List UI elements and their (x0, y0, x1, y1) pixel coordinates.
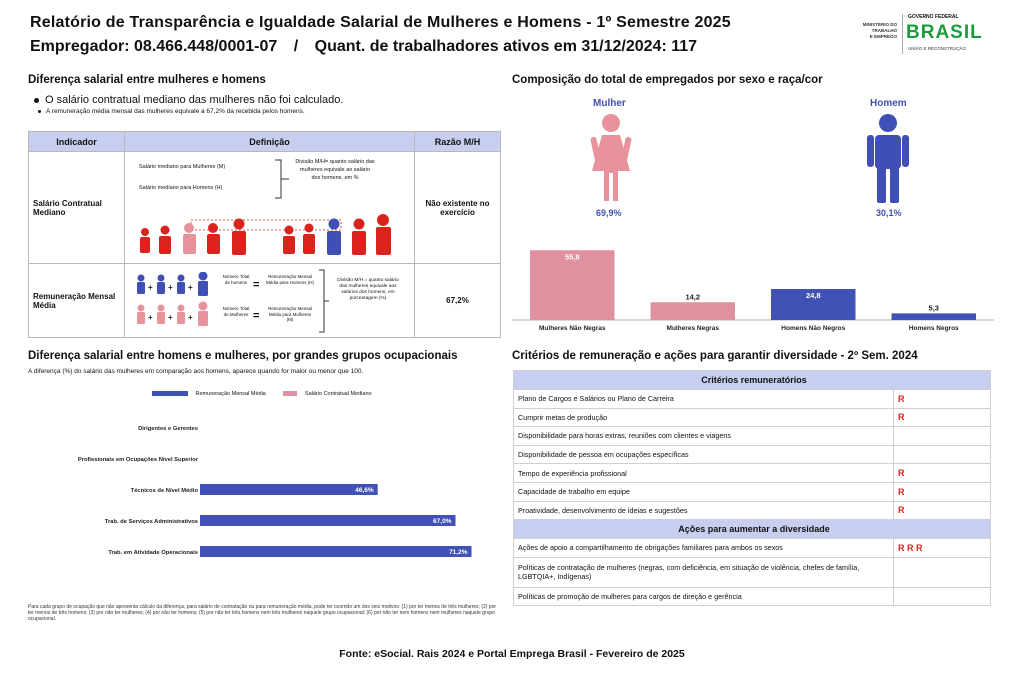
occ-category-label: Dirigentes e Gerentes (138, 426, 198, 432)
diversity-row (514, 539, 991, 558)
svg-text:+: + (148, 313, 153, 322)
criteria-mark: R (894, 390, 991, 409)
diversity-label: Políticas de contratação de mulheres (negras, com deficiência, em situação de violência, chefes de família, LGBTQIA+, Indígenas) (514, 557, 894, 587)
criteria-mark: R (894, 501, 991, 520)
occ-category-label: Técnicos de Nível Médio (130, 488, 198, 494)
def-explain-2: Divisão M/H = quanto salário das mulheres equivale aos salários dos homens, em porcentagem (%) (337, 278, 399, 301)
criteria-mark (894, 445, 991, 464)
diversity-mark (894, 557, 991, 587)
women-pct: 69,9% (596, 208, 622, 218)
salary-gap-title: Diferença salarial entre mulheres e homens (28, 74, 266, 86)
ministry-line3: E EMPREGO (869, 34, 897, 39)
svg-text:+: + (188, 283, 193, 292)
legend-avg: Remuneração Mensal Média (195, 391, 266, 397)
comp-bar (892, 313, 977, 320)
criteria-row (514, 408, 991, 427)
criteria-mark (894, 427, 991, 446)
worker-count: Quant. de trabalhadores ativos em 31/12/2024: 117 (314, 38, 698, 55)
diversity-row (514, 587, 991, 606)
men-label: Homem (870, 98, 907, 109)
ministry-line1: MINISTÉRIO DO (862, 22, 897, 27)
svg-text:+: + (188, 313, 193, 322)
criteria-label: Proatividade, desenvolvimento de ideias e sugestões (514, 501, 894, 520)
brace-icon (273, 158, 293, 200)
diversity-mark (894, 587, 991, 606)
men-count-label: Número Total de homens (222, 274, 250, 285)
ratio-median: Não existente no exercício (415, 152, 501, 264)
women-count-label: Número Total de Mulheres (222, 306, 250, 317)
row-label-median: Salário Contratual Mediano (29, 152, 125, 264)
criteria-mark: R (894, 408, 991, 427)
indicator-table (28, 131, 501, 338)
slogan: UNIÃO E RECONSTRUÇÃO (908, 46, 967, 51)
composition-title: Composição do total de empregados por sexo e raça/cor (512, 74, 823, 86)
diversity-mark: R R R (894, 539, 991, 558)
occ-category-label: Trab. em Atividade Operacionais (108, 550, 198, 556)
criteria-mark: R (894, 464, 991, 483)
row-label-average: Remuneração Mensal Média (29, 264, 125, 338)
women-label: Mulher (593, 98, 626, 109)
legend-median: Salário Contratual Mediano (304, 391, 372, 397)
comp-bar (651, 302, 736, 320)
header-ratio: Razão M/H (415, 132, 501, 152)
occ-value-label: 46,6% (355, 487, 374, 494)
men-avg-label: Remuneração Mensal Média para Homens (H) (265, 274, 315, 285)
criteria-row (514, 390, 991, 409)
comp-category-label: Mulheres Não Negras (539, 325, 606, 332)
criteria-label: Capacidade de trabalho em equipe (514, 482, 894, 501)
definition-median (125, 152, 415, 264)
occ-bar (200, 484, 378, 495)
criteria-label: Disponibilidade de pessoa em ocupações específicas (514, 445, 894, 464)
header-indicator: Indicador (29, 132, 125, 152)
svg-text:+: + (168, 283, 173, 292)
ministry-line2: TRABALHO (871, 28, 897, 33)
occ-category-label: Profissionais em Ocupações Nível Superior (77, 457, 198, 463)
gov-label: GOVERNO FEDERAL (908, 14, 959, 20)
criteria-label: Tempo de experiência profissional (514, 464, 894, 483)
brasil-wordmark: BRASIL (906, 22, 983, 43)
brace-icon-2 (317, 268, 331, 334)
definition-average (125, 264, 415, 338)
occ-bar (200, 515, 455, 526)
woman-icon (588, 113, 634, 203)
employer-id: Empregador: 08.466.448/0001-07 (30, 38, 278, 55)
svg-text:+: + (148, 283, 153, 292)
equals-icon-2: = (253, 310, 260, 322)
occ-value-label: 71,2% (449, 549, 468, 556)
diversity-label: Ações de apoio a compartilhamento de obrigações familiares para ambos os sexos (514, 539, 894, 558)
occupation-subtitle: A diferença (%) do salário das mulheres em comparação aos homens, aparece quando for maior ou menor que 100. (28, 368, 364, 375)
separator: / (293, 38, 299, 55)
men-sum-icons (133, 272, 213, 330)
diversity-row (514, 557, 991, 587)
def-women: Salário mediano para Mulheres (M) (139, 164, 226, 170)
source-footer: Fonte: eSocial. Rais 2024 e Portal Emprega Brasil - Fevereiro de 2025 (339, 648, 685, 660)
criteria-mark: R (894, 482, 991, 501)
men-pct: 30,1% (876, 208, 902, 218)
comp-value-label: 5,3 (928, 303, 939, 313)
criteria-row (514, 464, 991, 483)
occupation-bar-chart (28, 410, 500, 574)
equals-icon: = (253, 279, 260, 291)
comp-category-label: Homens Negros (908, 325, 959, 332)
criteria-label: Cumprir metas de produção (514, 408, 894, 427)
header-definition: Definição (125, 132, 415, 152)
government-logo (842, 14, 994, 54)
report-title: Relatório de Transparência e Igualdade Salarial de Mulheres e Homens - 1º Semestre 2025 (30, 14, 731, 31)
composition-bar-chart (512, 232, 994, 336)
diversity-header: Ações para aumentar a diversidade (514, 520, 991, 539)
comp-value-label: 14,2 (685, 292, 701, 302)
comp-value-label: 55,8 (564, 252, 580, 262)
legend-swatch-median (283, 391, 297, 396)
man-icon (865, 113, 911, 203)
diversity-label: Políticas de promoção de mulheres para cargos de direção e gerência (514, 587, 894, 606)
svg-text:+: + (168, 313, 173, 322)
women-avg-label: Remuneração Mensal Média para Mulheres (M) (267, 306, 313, 322)
occupation-title: Diferença salarial entre homens e mulheres, por grandes grupos ocupacionais (28, 350, 458, 362)
people-figures (131, 210, 411, 262)
criteria-row (514, 482, 991, 501)
criteria-table (513, 370, 991, 606)
criteria-row (514, 427, 991, 446)
criteria-label: Disponibilidade para horas extras, reuniões com clientes e viagens (514, 427, 894, 446)
def-explain: Divisão M/H= quanto salário das mulheres equivale ao salário dos homens, em % (295, 159, 375, 181)
legend-swatch-avg (152, 391, 188, 396)
employer-line (30, 38, 697, 56)
footnote: Para cada grupo de ocupação que não apresenta cálculo da diferença, para salário de contratação ou para remuneração média, pode ter ocorrido um dos seis motivos: (1) por ter menos de três mulheres; (2) por ter menos de três homens; (3) por não ter mulheres; (4) por não ter homens; (5) por não ter três homens nem três mulheres naquele grupo ocupacional; (6) por não ter nem homens nem mulheres naquele grupo ocupacional. (28, 604, 497, 622)
comp-category-label: Homens Não Negros (781, 325, 846, 332)
comp-value-label: 24,8 (805, 291, 821, 300)
criteria-row (514, 501, 991, 520)
criteria-title: Critérios de remuneração e ações para garantir diversidade - 2º Sem. 2024 (512, 350, 918, 362)
bullet-2: A remuneração média mensal das mulheres equivale a 67,2% da recebida pelos homens. (38, 108, 305, 115)
occupation-legend (152, 391, 372, 397)
criteria-row (514, 445, 991, 464)
criteria-header: Critérios remuneratórios (514, 371, 991, 390)
comp-category-label: Mulheres Negras (666, 325, 719, 332)
occ-value-label: 67,0% (433, 518, 452, 525)
occ-category-label: Trab. de Serviços Administrativos (104, 519, 198, 525)
occ-bar (200, 546, 472, 557)
def-men: Salário mediano para Homens (H) (139, 185, 223, 191)
ratio-average: 67,2% (415, 264, 501, 338)
bullet-1: O salário contratual mediano das mulheres não foi calculado. (34, 94, 343, 106)
criteria-label: Plano de Cargos e Salários ou Plano de Carreira (514, 390, 894, 409)
